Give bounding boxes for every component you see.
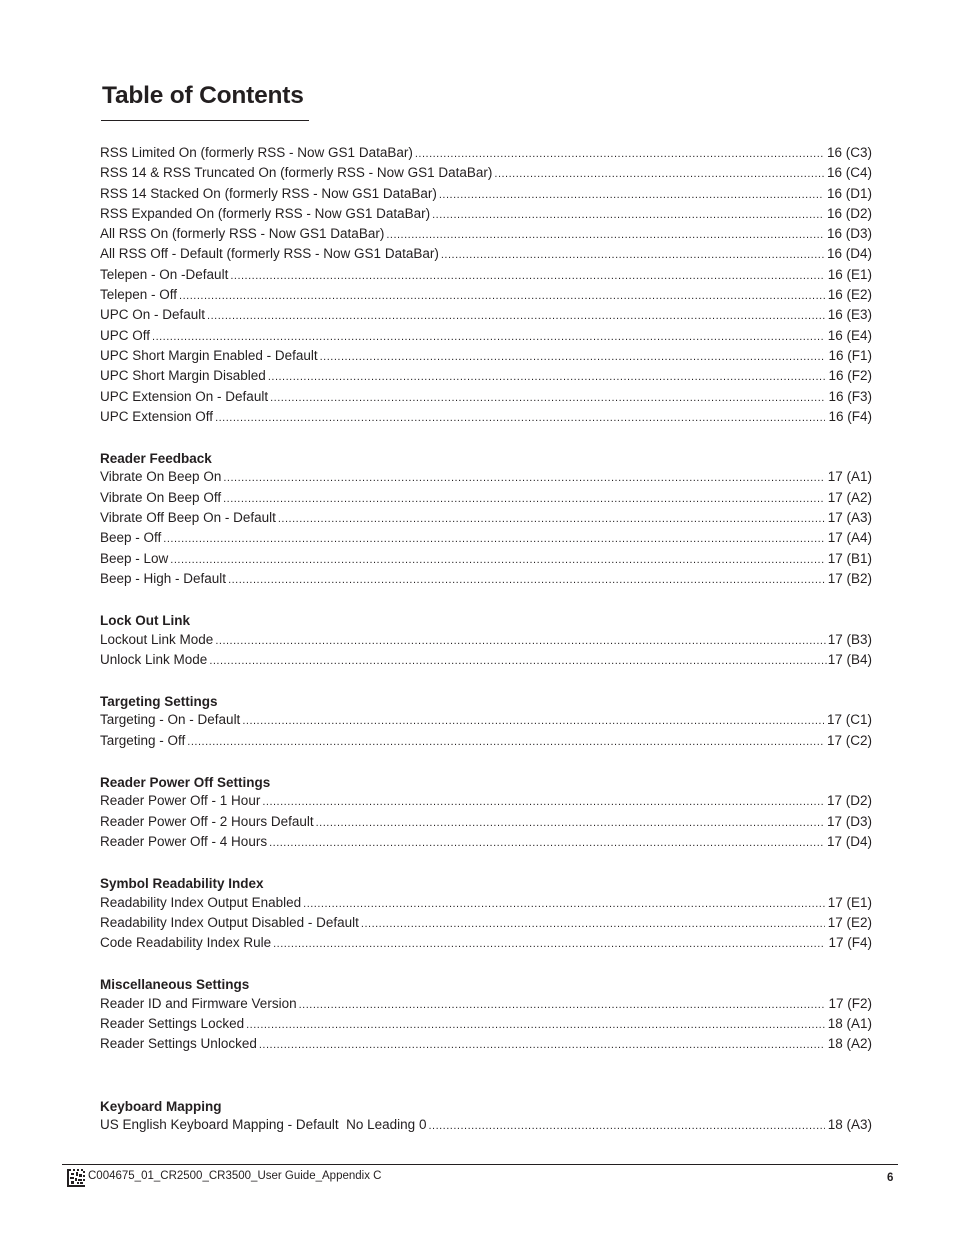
section-heading: Targeting Settings <box>100 694 218 710</box>
dot-leader <box>269 837 824 849</box>
toc-entry[interactable] <box>100 551 872 571</box>
title-underline <box>101 120 309 121</box>
toc-group-keyboard-mapping <box>100 1097 872 1138</box>
toc-entry[interactable] <box>100 368 872 388</box>
toc-entry[interactable] <box>100 530 872 550</box>
dot-leader <box>303 898 825 910</box>
toc-entry-label: Reader Power Off - 4 Hours <box>100 833 268 849</box>
toc-entry-page: 16 (C4) <box>826 165 872 181</box>
footer-divider <box>62 1164 898 1165</box>
dot-leader <box>246 1019 825 1031</box>
toc-entry[interactable] <box>100 267 872 287</box>
dot-leader <box>278 513 825 525</box>
toc-entry-page: 16 (F3) <box>828 388 872 404</box>
toc-entry-page: 17 (E1) <box>827 894 872 910</box>
toc-entry[interactable] <box>100 1016 872 1036</box>
toc-group-symbol-readability-index <box>100 874 872 955</box>
toc-entry[interactable] <box>100 469 872 489</box>
section-spacer <box>100 854 872 874</box>
toc-entry[interactable] <box>100 571 872 591</box>
dot-leader <box>209 655 827 667</box>
toc-entry[interactable] <box>100 328 872 348</box>
toc-entry-label: UPC On - Default <box>100 307 206 323</box>
toc-entry-label: Reader Settings Locked <box>100 1015 245 1031</box>
toc-entry-label: Reader Power Off - 2 Hours Default <box>100 813 314 829</box>
toc-entry-label: UPC Extension Off <box>100 408 214 424</box>
toc-entry-page: 16 (E1) <box>827 266 872 282</box>
toc-entry[interactable] <box>100 348 872 368</box>
toc-entry-label: Vibrate On Beep On <box>100 469 222 485</box>
toc-entry-page: 16 (D4) <box>826 246 872 262</box>
toc-entry-page: 16 (F2) <box>828 368 872 384</box>
section-heading: Reader Power Off Settings <box>100 775 271 791</box>
dot-leader <box>230 270 824 282</box>
toc-entry-page: 16 (C3) <box>826 145 872 160</box>
toc-entry-page: 17 (C1) <box>826 712 872 728</box>
toc-entry[interactable] <box>100 287 872 307</box>
toc-entry-label: Readability Index Output Disabled - Default <box>100 914 359 930</box>
toc-entry-label: Reader ID and Firmware Version <box>100 995 297 1011</box>
dot-leader <box>299 999 826 1011</box>
toc-entry-label: Readability Index Output Enabled <box>100 894 302 910</box>
toc-entry-page: 16 (D2) <box>826 205 872 221</box>
toc-entry-label: Telepen - On -Default <box>100 266 229 282</box>
toc-entry-label: Code Readability Index Rule <box>100 935 272 951</box>
datamatrix-icon <box>67 1169 85 1187</box>
dot-leader <box>152 331 825 343</box>
toc-entry-label: All RSS Off - Default (formerly RSS - Now GS1 DataBar) <box>100 246 439 262</box>
section-heading: Reader Feedback <box>100 451 212 467</box>
toc-group-reader-feedback <box>100 449 872 591</box>
toc-entry-page: 17 (C2) <box>826 732 872 748</box>
toc-entry-label: Beep - High - Default <box>100 570 227 586</box>
dot-leader <box>163 533 824 545</box>
toc-entry-label: RSS Expanded On (formerly RSS - Now GS1 DataBar) <box>100 205 431 221</box>
toc-entry-label: UPC Short Margin Enabled - Default <box>100 347 318 363</box>
dot-leader <box>207 310 825 322</box>
toc-group-reader-power-off-settings <box>100 773 872 854</box>
toc-entry[interactable] <box>100 834 872 854</box>
toc-entry-label: Targeting - On - Default <box>100 712 241 728</box>
toc-entry-page: 18 (A3) <box>827 1116 872 1132</box>
toc-entry[interactable] <box>100 145 872 165</box>
toc-entry-page: 16 (F1) <box>828 347 872 363</box>
toc-entry-page: 18 (A2) <box>827 1036 872 1052</box>
toc-entry[interactable] <box>100 996 872 1016</box>
toc-entry[interactable] <box>100 389 872 409</box>
section-heading: Lock Out Link <box>100 613 191 629</box>
toc-entry-label: Beep - Off <box>100 530 162 546</box>
dot-leader <box>441 249 824 261</box>
toc-entry-label: Vibrate Off Beep On - Default <box>100 510 276 526</box>
toc-entry-page: 16 (E3) <box>827 307 872 323</box>
toc-entry-page: 16 (E4) <box>827 327 872 343</box>
toc-entry-label: All RSS On (formerly RSS - Now GS1 DataBar) <box>100 226 385 242</box>
dot-leader <box>262 796 824 808</box>
toc-entry-label: RSS 14 & RSS Truncated On (formerly RSS - Now GS1 DataBar) <box>100 165 493 181</box>
section-spacer <box>100 955 872 975</box>
section-spacer <box>100 753 872 773</box>
toc-entry-label: Targeting - Off <box>100 732 186 748</box>
toc-entry-page: 17 (F2) <box>828 995 872 1011</box>
dot-leader <box>170 554 824 566</box>
toc-entry-page: 17 (A2) <box>827 489 872 505</box>
toc-entry-page: 18 (A1) <box>827 1015 872 1031</box>
dot-leader <box>242 715 824 727</box>
toc-entry-page: 17 (A1) <box>827 469 872 485</box>
toc-entry-label: Beep - Low <box>100 550 169 566</box>
toc-entry-page: 17 (D3) <box>826 813 872 829</box>
page-title: Table of Contents <box>102 82 304 109</box>
section-spacer <box>100 429 872 449</box>
dot-leader <box>215 412 825 424</box>
dot-leader <box>432 209 824 221</box>
toc-entry-label: RSS 14 Stacked On (formerly RSS - Now GS1 DataBar) <box>100 185 437 201</box>
dot-leader <box>428 1120 824 1132</box>
toc-entry-page: 17 (F4) <box>828 935 872 951</box>
section-heading: Symbol Readability Index <box>100 876 264 892</box>
toc-entry[interactable] <box>100 793 872 813</box>
dot-leader <box>316 817 824 829</box>
toc-entry-label: UPC Off <box>100 327 151 343</box>
toc-entry-page: 16 (D3) <box>826 226 872 242</box>
toc-entry[interactable] <box>100 814 872 834</box>
toc-entry[interactable] <box>100 165 872 185</box>
dot-leader <box>494 168 824 180</box>
toc-entry-page: 17 (B1) <box>827 550 872 566</box>
toc-entry[interactable] <box>100 652 872 672</box>
toc-group-targeting-settings <box>100 692 872 753</box>
toc-entry-label: US English Keyboard Mapping - Default No Leading 0 <box>100 1116 427 1132</box>
dot-leader <box>439 189 824 201</box>
toc-entry-page: 16 (D1) <box>826 185 872 201</box>
dot-leader <box>259 1039 825 1051</box>
toc-entry-label: Vibrate On Beep Off <box>100 489 222 505</box>
toc-entry-page: 17 (D4) <box>826 833 872 849</box>
toc-entry-label: Reader Power Off - 1 Hour <box>100 793 261 809</box>
toc-entry-label: RSS Limited On (formerly RSS - Now GS1 DataBar) <box>100 145 413 160</box>
toc-entry-label: UPC Extension On - Default <box>100 388 269 404</box>
toc-entry-label: UPC Short Margin Disabled <box>100 368 266 384</box>
toc-entry[interactable] <box>100 186 872 206</box>
dot-leader <box>386 229 824 241</box>
toc-entry[interactable] <box>100 1036 872 1056</box>
toc-entry-page: 17 (A3) <box>827 510 872 526</box>
section-spacer <box>100 1057 872 1097</box>
toc-entry-label: Reader Settings Unlocked <box>100 1036 257 1052</box>
toc-entry[interactable] <box>100 935 872 955</box>
dot-leader <box>223 493 825 505</box>
dot-leader <box>187 736 824 748</box>
toc-entry[interactable] <box>100 510 872 530</box>
dot-leader <box>215 635 827 647</box>
toc-entry[interactable] <box>100 895 872 915</box>
dot-leader <box>320 351 826 363</box>
section-spacer <box>100 672 872 692</box>
dot-leader <box>179 290 825 302</box>
toc-entry[interactable] <box>100 246 872 266</box>
toc-group-lock-out-link <box>100 611 872 672</box>
dot-leader <box>228 574 825 586</box>
toc-entry-label: Unlock Link Mode <box>100 651 208 667</box>
dot-leader <box>268 371 826 383</box>
toc-entry-page: 17 (B4) <box>827 651 872 667</box>
toc-entry-page: 16 (F4) <box>828 408 872 424</box>
dot-leader <box>415 148 824 160</box>
toc-entry-page: 17 (E2) <box>827 914 872 930</box>
toc-entry[interactable] <box>100 409 872 429</box>
dot-leader <box>273 938 825 950</box>
dot-leader <box>270 392 825 404</box>
toc-entry-page: 16 (E2) <box>827 287 872 303</box>
toc-entry[interactable] <box>100 1117 872 1137</box>
toc-entry[interactable] <box>100 206 872 226</box>
section-heading: Keyboard Mapping <box>100 1098 222 1114</box>
footer-page-number: 6 <box>887 1172 894 1184</box>
dot-leader <box>361 918 825 930</box>
toc-entry-label: Lockout Link Mode <box>100 631 214 647</box>
toc-entry-page: 17 (B3) <box>827 631 872 647</box>
section-spacer <box>100 591 872 611</box>
toc-entry[interactable] <box>100 733 872 753</box>
toc-list <box>100 145 872 1137</box>
toc-group-miscellaneous-settings <box>100 975 872 1056</box>
toc-entry[interactable] <box>100 632 872 652</box>
toc-entry-page: 17 (A4) <box>827 530 872 546</box>
toc-entry-page: 17 (D2) <box>826 793 872 809</box>
toc-entry-page: 17 (B2) <box>827 570 872 586</box>
toc-entry-label: Telepen - Off <box>100 287 178 303</box>
toc-entry[interactable] <box>100 307 872 327</box>
footer-document-name: C004675_01_CR2500_CR3500_User Guide_Appendix C <box>88 1170 382 1182</box>
toc-entry[interactable] <box>100 226 872 246</box>
toc-entry[interactable] <box>100 915 872 935</box>
toc-entry[interactable] <box>100 490 872 510</box>
section-heading: Miscellaneous Settings <box>100 977 250 993</box>
dot-leader <box>223 472 824 484</box>
toc-entry[interactable] <box>100 712 872 732</box>
toc-group-codes <box>100 145 872 429</box>
